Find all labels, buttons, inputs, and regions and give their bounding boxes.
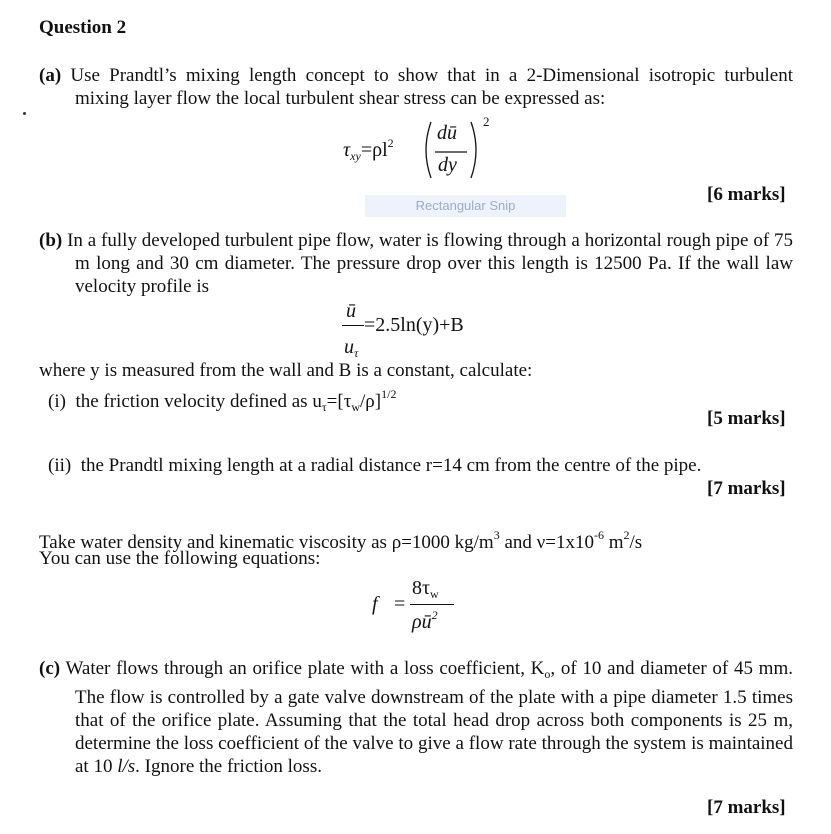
eq-f-denominator: $\rho ū^2$ bbox=[412, 608, 438, 633]
eq-a-exponent: 2 bbox=[483, 114, 490, 129]
item-ii: (ii) the Prandtl mixing length at a radial distance r=14 cm from the centre of the pipe. bbox=[48, 455, 702, 476]
shear-stress-equation bbox=[343, 112, 493, 182]
item-ii-label: (ii) bbox=[48, 455, 72, 476]
part-b-i-marks: [5 marks] bbox=[707, 408, 786, 429]
part-a-text bbox=[39, 64, 793, 110]
margin-dot bbox=[23, 112, 26, 115]
wall-law-equation bbox=[342, 300, 502, 362]
friction-factor-equation bbox=[372, 575, 472, 645]
eq-a-denominator: dy bbox=[438, 154, 457, 176]
eq-f-numerator: $8\tau_w$ bbox=[412, 577, 439, 601]
part-b-body: In a fully developed turbulent pipe flow, water is flowing through a horizontal rough pipe of 75 m long and 30 cm diameter. The pressure drop over this length is 12500 Pa. If the wall law velocity profile is bbox=[67, 230, 793, 297]
eq-b-denominator: $u_\tau$ bbox=[344, 336, 359, 360]
part-b-label: (b) bbox=[39, 230, 63, 251]
eq-f-lhs: f bbox=[372, 593, 378, 615]
constants-line: Take water density and kinematic viscosity as ρ=1000 $kg/m^3$ and $\nu=1x10^{-6}$ $m^2/s$ bbox=[39, 528, 643, 553]
rectangular-snip-tooltip: Rectangular Snip bbox=[365, 195, 566, 217]
equations-intro: You can use the following equations: bbox=[39, 548, 321, 569]
part-c-label: (c) bbox=[39, 658, 61, 679]
part-a-body: Use Prandtl’s mixing length concept to show that in a 2-Dimensional isotropic turbulent mixing layer flow the local turbulent shear stress can be expressed as: bbox=[70, 65, 794, 109]
eq-b-rhs: =2.5ln(y)+B bbox=[364, 314, 464, 336]
question-heading: Question 2 bbox=[39, 17, 127, 38]
part-c-text: (c) Water flows through an orifice plate with a loss coefficient, $K_o$, of 10 and diameter of 45 mm. The flow is controlled by a gate valve downstream of the plate with a pipe diameter 1.5 times that of the orifice plate. Assuming that the total head drop across both components is 25 m, determine the loss coefficient of the valve to give a flow rate through the system is maintained at 10 l/s. Ignore the friction loss. bbox=[39, 658, 793, 777]
eq-a-lhs: $\tau_{xy}=\rho l^2$ bbox=[343, 136, 394, 163]
part-a-label: (a) bbox=[39, 65, 62, 86]
item-i: (i) the friction velocity defined as $u_\tau=[\tau_w/\rho]^{1/2}$ bbox=[48, 387, 397, 414]
part-b-text bbox=[39, 229, 793, 298]
part-a-marks: [6 marks] bbox=[707, 184, 786, 205]
part-b-ii-marks: [7 marks] bbox=[707, 478, 786, 499]
eq-b-fraction-bar bbox=[342, 325, 364, 326]
where-text: where y is measured from the wall and B is a constant, calculate: bbox=[39, 360, 533, 381]
eq-b-numerator: ū bbox=[346, 300, 356, 322]
part-c-marks: [7 marks] bbox=[707, 797, 786, 818]
eq-f-fraction-bar bbox=[410, 604, 454, 605]
eq-f-equals: = bbox=[394, 593, 406, 615]
eq-a-numerator: dū bbox=[437, 122, 457, 144]
item-i-label: (i) bbox=[48, 391, 66, 412]
